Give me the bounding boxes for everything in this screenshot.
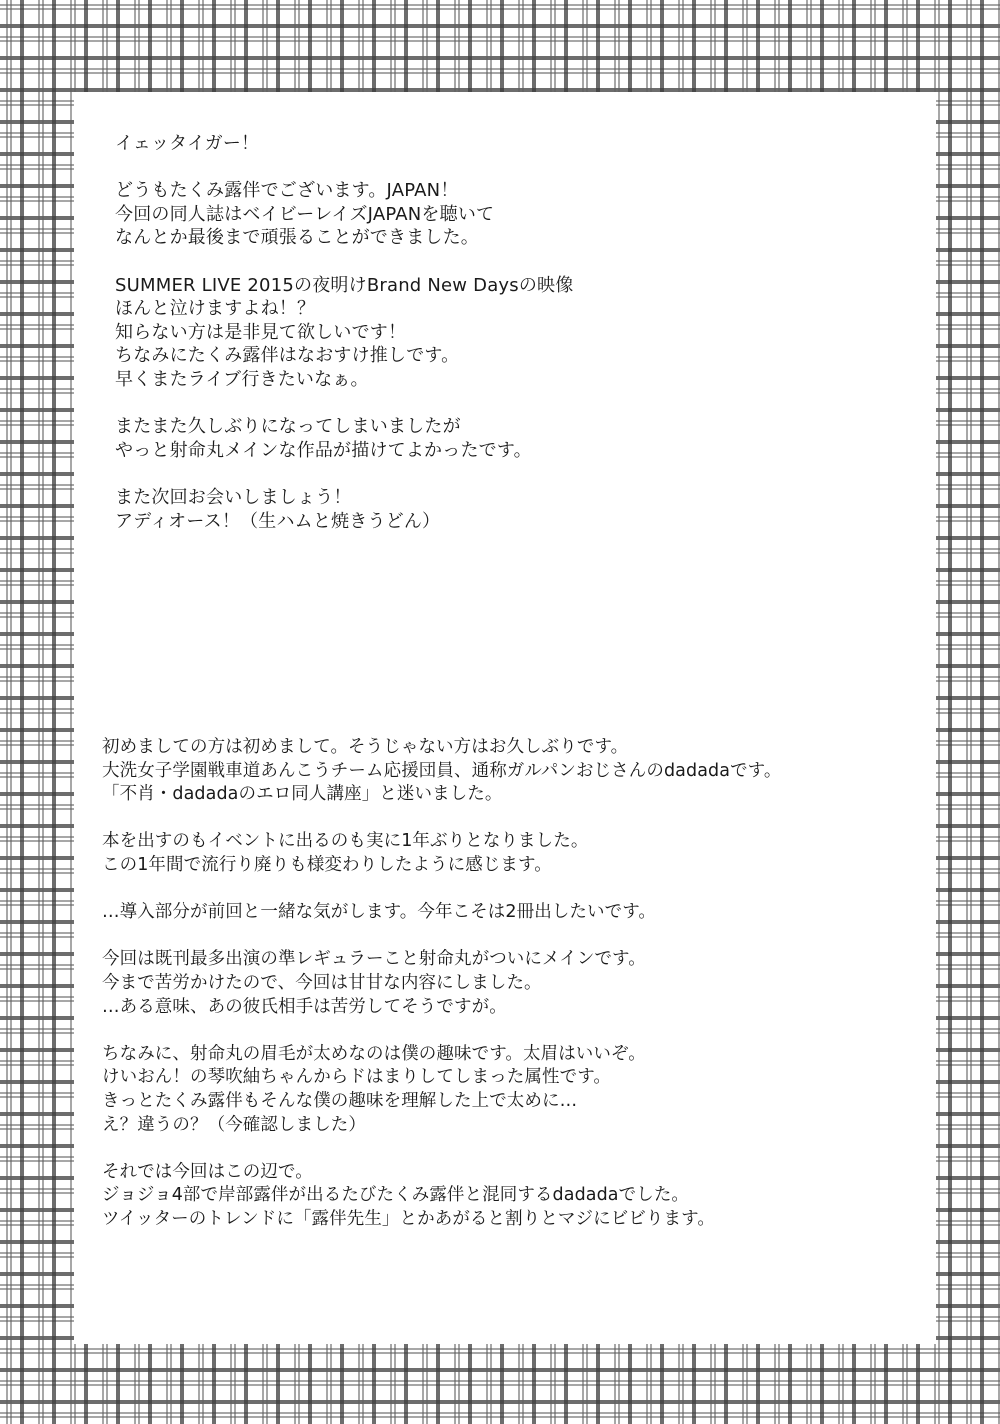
afterword-top-block [115,132,895,533]
text-line: 知らない方は是非見て欲しいです！ [115,321,407,343]
text-line: 大洗女子学園戦車道あんこうチーム応援団員、通称ガルパンおじさんのdadadaです。 [102,760,782,781]
paragraph-gap [102,807,922,831]
afterword-page [74,92,936,1344]
text-line: …導入部分が前回と一緒な気がします。今年こそは2冊出したいです。 [102,902,657,923]
text-line: どうもたくみ露伴でございます。JAPAN！ [115,180,459,202]
text-line: 今回は既刊最多出演の準レギュラーこと射命丸がついにメインです。 [102,949,646,970]
text-line: …ある意味、あの彼氏相手は苦労してそうですが。 [102,996,507,1017]
text-line: イェッタイガー！ [115,133,260,154]
afterword-bottom-block [102,736,922,1231]
paragraph-gap [115,156,895,180]
text-line: 本を出すのもイベントに出るのも実に1年ぶりとなりました。 [102,831,589,852]
text-line: やっと射命丸メインな作品が描けてよかったです。 [115,439,532,461]
text-line: SUMMER LIVE 2015の夜明けBrand New Daysの映像 [115,274,574,296]
paragraph-gap [102,878,922,902]
paragraph-gap [115,462,895,486]
text-line: 早くまたライブ行きたいなぁ。 [115,368,369,390]
text-line: ちなみにたくみ露伴はなおすけ推しです。 [115,345,460,367]
text-line: 初めましての方は初めまして。そうじゃない方はお久しぶりです。 [102,737,629,757]
text-line: ほんと泣けますよね！？ [115,298,316,320]
text-line: ジョジョ4部で岸部露伴が出るたびたくみ露伴と混同するdadadaでした。 [102,1185,690,1206]
paragraph-gap [102,1019,922,1043]
text-line: またまた久しぶりになってしまいましたが [115,416,461,438]
text-line: え？違うの？（今確認しました） [102,1114,366,1135]
paragraph-gap [115,250,895,274]
text-line: 「不肖・dadadaのエロ同人講座」と迷いました。 [102,784,503,805]
text-line: 今まで苦労かけたので、今回は甘甘な内容にしました。 [102,972,542,993]
text-line: なんとか最後まで頑張ることができました。 [115,227,479,249]
text-line: それでは今回はこの辺で。 [102,1161,313,1182]
paragraph-gap [102,1137,922,1161]
text-line: アディオース！（生ハムと焼きうどん） [115,510,441,532]
text-line: けいおん！の琴吹紬ちゃんからドはまりしてしまった属性です。 [102,1067,611,1088]
paragraph-gap [102,925,922,949]
text-line: きっとたくみ露伴もそんな僕の趣味を理解した上で太めに… [102,1090,578,1111]
text-line: また次回お会いしましょう！ [115,486,352,508]
paragraph-gap [115,392,895,416]
text-line: ちなみに、射命丸の眉毛が太めなのは僕の趣味です。太眉はいいぞ。 [102,1043,646,1064]
text-line: 今回の同人誌はベイビーレイズJAPANを聴いて [115,203,495,225]
text-line: この1年間で流行り廃りも様変わりしたように感じます。 [102,854,552,875]
text-line: ツイッターのトレンドに「露伴先生」とかあがると割りとマジにビビります。 [102,1208,715,1229]
